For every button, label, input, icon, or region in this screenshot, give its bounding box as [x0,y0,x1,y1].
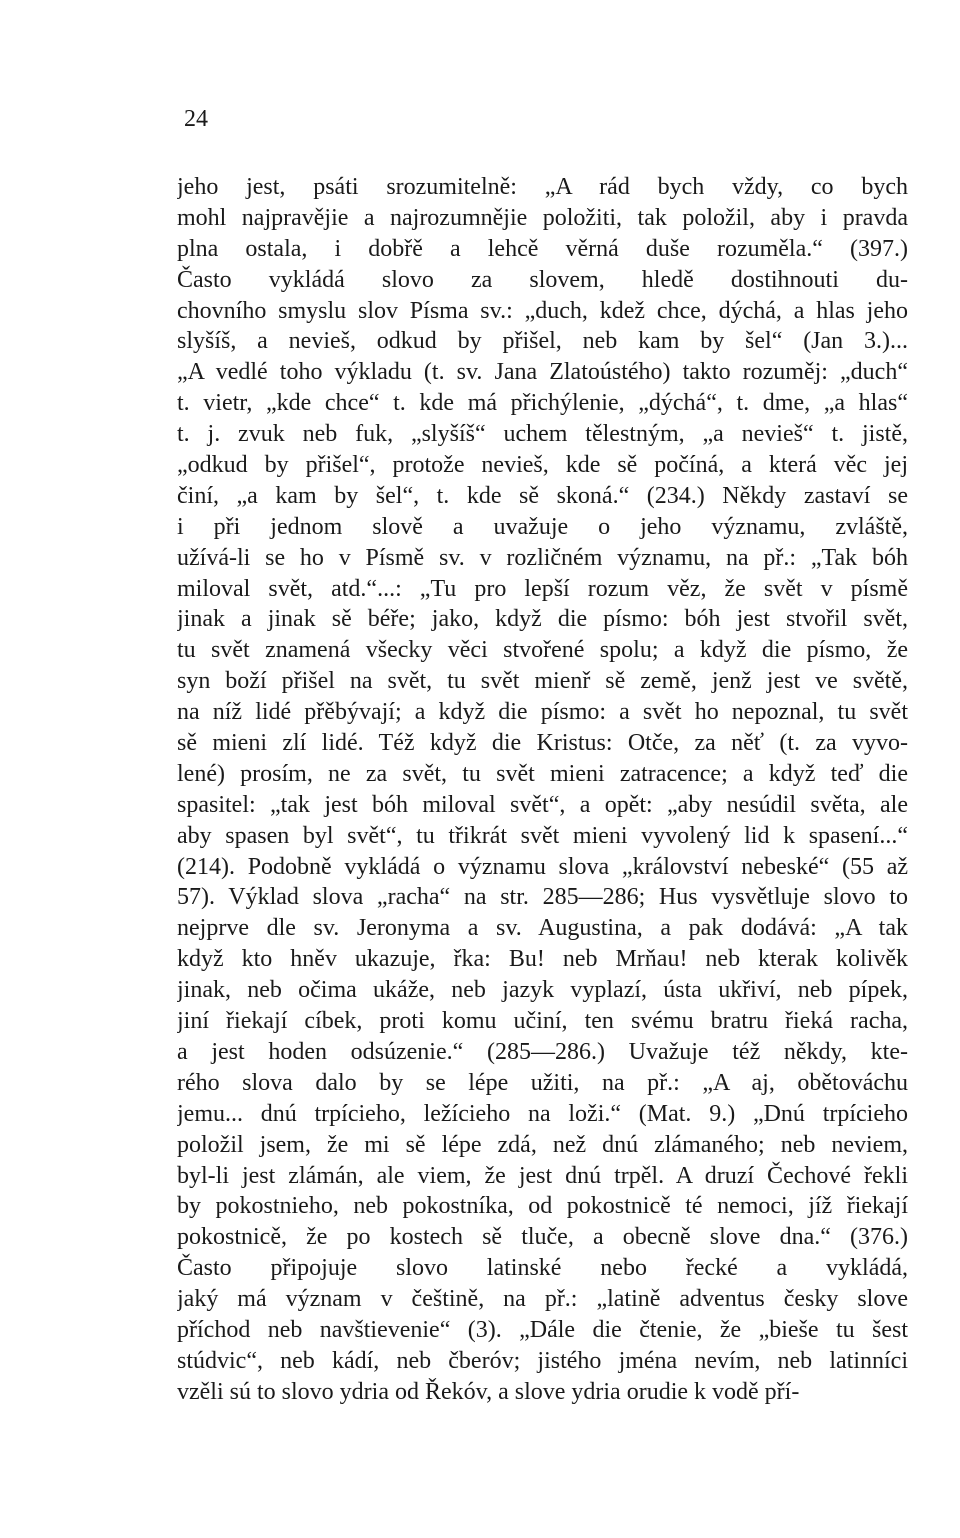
text-line: i při jednom slově a uvažuje o jeho významu, zvláště, [177,513,908,540]
text-line: slyšíš, a nevieš, odkud by přišel, neb kam by šel“ (Jan 3.)... [177,328,908,355]
text-line: když kto hněv ukazuje, řka: Bu! neb Mrňau! neb kterak kolivěk [177,946,908,973]
text-line: by pokostnieho, neb pokostníka, od pokostnicě té nemoci, jíž řiekají [177,1193,908,1220]
text-line: a jest hoden odsúzenie.“ (285—286.) Uvažuje též někdy, kte- [177,1038,908,1065]
text-line: t. j. zvuk neb fuk, „slyšíš“ uchem tělestným, „a nevieš“ t. jistě, [177,421,908,448]
text-line: 57). Výklad slova „racha“ na str. 285—286; Hus vysvětluje slovo to [177,884,908,911]
text-line: stúdvic“, neb kádí, neb čberóv; jistého jména nevím, neb latinníci [177,1347,908,1374]
text-line: miloval svět, atd.“...: „Tu pro lepší rozum věz, že svět v písmě [177,575,908,602]
text-line: vzěli sú to slovo ydria od Řekóv, a slove ydria orudie k vodě pří- [177,1378,800,1405]
text-line: jiní řiekají cíbek, proti komu učiní, ten svému bratru řieká racha, [177,1008,908,1035]
text-line: jemu... dnú trpícieho, ležícieho na loži.“ (Mat. 9.) „Dnú trpícieho [177,1100,908,1127]
text-line: jeho jest, psáti srozumitelně: „A rád bych vždy, co bych [177,174,908,200]
text-line: Často vykládá slovo za slovem, hledě dostihnouti du- [177,266,908,293]
text-line: plna ostala, i dobřě a lehcě věrná duše rozuměla.“ (397.) [177,235,908,262]
text-line: rého slova dalo by se lépe užiti, na př.: „A aj, obětováchu [177,1069,908,1096]
text-line: jinak a jinak sě béře; jako, když die písmo: bóh jest stvořil svět, [177,606,908,633]
body-text [177,172,908,1408]
text-line: „A vedlé toho výkladu (t. sv. Jana Zlatoústého) takto rozuměj: „duch“ [177,359,908,386]
text-line: příchod neb navštievenie“ (3). „Dále die čtenie, že „bieše tu šest [177,1316,908,1343]
text-line: sě mieni zlí lidé. Též když die Kristus: Otče, za něť (t. za vyvo- [177,730,908,757]
text-line: Často připojuje slovo latinské nebo řecké a vykládá, [177,1255,908,1282]
text-line: jaký má význam v češtině, na př.: „latině adventus česky slove [177,1286,908,1313]
text-line: tu svět znamená všecky věci stvořené spolu; a když die písmo, že [177,637,908,664]
text-line: chovního smyslu slov Písma sv.: „duch, kdež chce, dýchá, a hlas jeho [177,297,908,324]
text-line: činí, „a kam by šel“, t. kde sě skoná.“ (234.) Někdy zastaví se [177,482,908,509]
text-line: t. vietr, „kde chce“ t. kde má přichýlenie, „dýchá“, t. dme, „a hlas“ [177,390,908,417]
text-line: byl-li jest zlámán, ale viem, že jest dnú trpěl. A druzí Čechové řekli [177,1162,908,1189]
text-line: aby spasen byl svět“, tu třikrát svět mieni vyvolený lid k spasení...“ [177,822,908,849]
text-line: „odkud by přišel“, protože nevieš, kde sě počíná, a která věc jej [177,452,908,479]
page-number: 24 [184,106,208,132]
text-line: mohl najpravějie a najrozumnějie položiti, tak položil, aby i pravda [177,204,908,231]
text-line: (214). Podobně vykládá o významu slova „království nebeské“ (55 až [177,853,908,880]
text-line: spasitel: „tak jest bóh miloval svět“, a opět: „aby nesúdil světa, ale [177,791,908,818]
text-line: na níž lidé přěbývají; a když die písmo: a svět ho nepoznal, tu svět [177,699,908,726]
text-line: jinak, neb očima ukáže, neb jazyk vyplazí, ústa ukřiví, neb pípek, [177,977,908,1004]
text-line: pokostnicě, že po kostech sě tluče, a obecně slove dna.“ (376.) [177,1224,908,1251]
text-line: položil jsem, že mi sě lépe zdá, než dnú zlámaného; neb neviem, [177,1131,908,1158]
text-line: syn boží přišel na svět, tu svět mienř sě země, jenž jest ve světě, [177,668,908,695]
text-line: užívá-li se ho v Písmě sv. v rozličném významu, na př.: „Tak bóh [177,544,908,571]
text-line: nejprve dle sv. Jeronyma a sv. Augustina, a pak dodává: „A tak [177,915,908,942]
text-line: lené) prosím, ne za svět, tu svět mieni zatracence; a když teď die [177,760,908,787]
